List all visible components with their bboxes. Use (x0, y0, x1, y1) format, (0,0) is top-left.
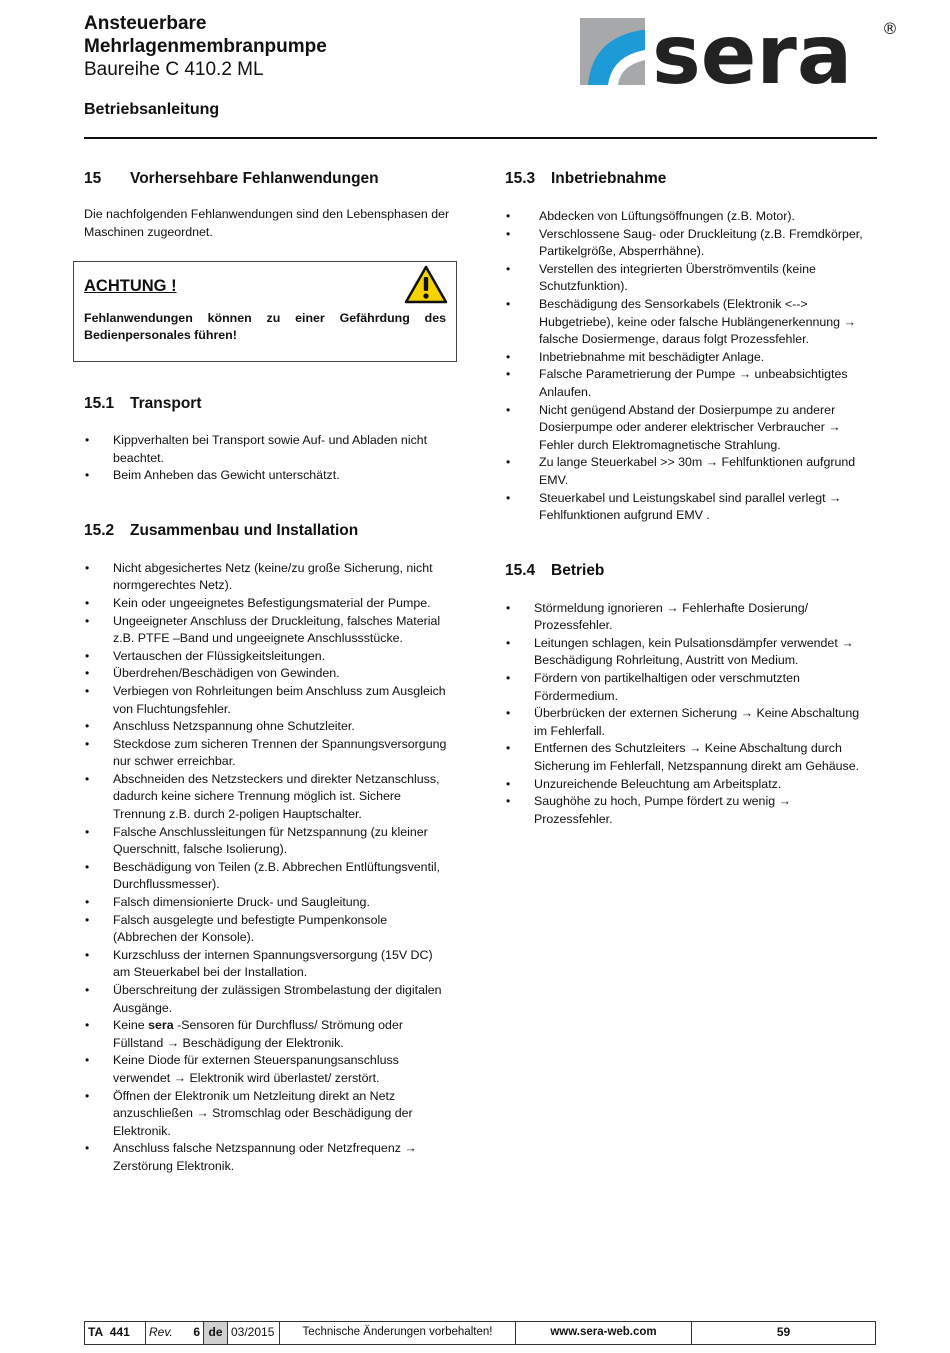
page-footer (84, 1321, 876, 1345)
list-item: • Verstellen des integrierten Überströmventils (keine Schutzfunktion). (505, 261, 870, 296)
document-type: Betriebsanleitung (84, 101, 220, 118)
list-item: • Keine Diode für externen Steuerspanungsanschluss verwendet → Elektronik wird überlastet/ zerstört. (84, 1052, 450, 1087)
list-item: • Nicht abgesichertes Netz (keine/zu große Sicherung, nicht normgerechtes Netz). (84, 560, 450, 595)
section-number: 15.1 (84, 394, 115, 412)
list-item: • Zu lange Steuerkabel >> 30m → Fehlfunktionen aufgrund EMV. (505, 454, 870, 489)
section-title: Vorhersehbare Fehlanwendungen (130, 170, 379, 187)
footer-note: Technische Änderungen vorbehalten! (280, 1322, 516, 1344)
transport-list (84, 432, 450, 485)
section-15-intro: Die nachfolgenden Fehlanwendungen sind den Lebensphasen der Maschinen zugeordnet. (84, 207, 450, 239)
section-title: Betrieb (551, 561, 605, 579)
list-item: • Falsche Anschlussleitungen für Netzspannung (zu kleiner Querschnitt, falsche Isolierung). (84, 824, 450, 859)
warning-text: Fehlanwendungen können zu einer Gefährdung des Bedienpersonales führen! (84, 310, 446, 343)
list-item: • Öffnen der Elektronik um Netzleitung direkt an Netz anzuschließen → Stromschlag oder Beschädigung der Elektronik. (84, 1088, 450, 1141)
series-subtitle: Baureihe C 410.2 ML (84, 59, 264, 80)
right-column (505, 168, 870, 828)
list-item: • Beschädigung von Teilen (z.B. Abbrechen Entlüftungsventil, Durchflussmesser). (84, 859, 450, 894)
page-number: 59 (776, 1325, 791, 1339)
list-item: • Entfernen des Schutzleiters → Keine Abschaltung durch Sicherung im Fehlerfall, Netzspannung direkt am Gehäuse. (505, 740, 870, 775)
section-15-heading (84, 168, 450, 190)
ta-label: TA (88, 1325, 104, 1339)
section-number: 15 (84, 170, 102, 187)
list-item: • Beschädigung des Sensorkabels (Elektronik <--> Hubgetriebe), keine oder falsche Hublängenerkennung → falsche Dosiermenge, daraus folgt Prozessfehler. (505, 296, 870, 349)
list-item: • Kippverhalten bei Transport sowie Auf- und Abladen nicht beachtet. (84, 432, 450, 467)
list-item: • Überschreitung der zulässigen Strombelastung der digitalen Ausgänge. (84, 982, 450, 1017)
list-item: • Leitungen schlagen, kein Pulsationsdämpfer verwendet → Beschädigung Rohrleitung, Austritt von Medium. (505, 635, 870, 670)
section-title: Zusammenbau und Installation (130, 521, 359, 539)
brand-name: sera (148, 1018, 174, 1033)
logo-wordmark: sera (652, 16, 853, 88)
section-15-3-heading (505, 168, 870, 190)
section-title: Inbetriebnahme (551, 170, 667, 187)
list-item: • Verbiegen von Rohrleitungen beim Anschluss zum Ausgleich von Fluchtungsfehler. (84, 683, 450, 718)
document-title (84, 12, 327, 81)
list-item: • Fördern von partikelhaltigen oder verschmutzten Fördermedium. (505, 670, 870, 705)
footer-website: www.sera-web.com (516, 1322, 692, 1344)
footer-ta (85, 1322, 146, 1344)
section-number: 15.3 (505, 170, 536, 187)
list-item: • Überbrücken der externen Sicherung → Keine Abschaltung im Fehlerfall. (505, 705, 870, 740)
footer-date: 03/2015 (228, 1322, 280, 1344)
list-item: • Ungeeigneter Anschluss der Druckleitung, falsches Material z.B. PTFE –Band und ungeeignete Anschlussstücke. (84, 613, 450, 648)
operation-list (505, 600, 870, 829)
list-item: • Verschlossene Saug- oder Druckleitung (z.B. Fremdkörper, Partikelgröße, Absperrhähne). (505, 226, 870, 261)
list-item: • Steckdose zum sicheren Trennen der Spannungsversorgung nur schwer erreichbar. (84, 736, 450, 771)
registered-mark: ® (882, 19, 898, 38)
installation-list (84, 560, 450, 1176)
list-item: • Unzureichende Beleuchtung am Arbeitsplatz. (505, 776, 870, 794)
commissioning-list (505, 208, 870, 525)
warning-triangle-icon (404, 265, 448, 305)
section-15-1-heading (84, 393, 450, 415)
footer-revision (146, 1322, 204, 1344)
list-item: • Abschneiden des Netzsteckers und direkter Netzanschluss, dadurch keine sichere Trennung möglich ist. Sichere Trennung z.B. durch 2-poligen Hauptschalter. (84, 771, 450, 824)
list-item: • Abdecken von Lüftungsöffnungen (z.B. Motor). (505, 208, 870, 226)
list-item: • Falsch ausgelegte und befestigte Pumpenkonsole (Abbrechen der Konsole). (84, 912, 450, 947)
section-number: 15.2 (84, 521, 115, 539)
section-15-2-heading (84, 520, 450, 542)
rev-number: 6 (193, 1325, 200, 1339)
list-item: • Kein oder ungeeignetes Befestigungsmaterial der Pumpe. (84, 595, 450, 613)
list-item: • Falsch dimensionierte Druck- und Saugleitung. (84, 894, 450, 912)
warning-box (73, 261, 457, 362)
footer-language: de (204, 1322, 228, 1344)
list-item: • Keine sera -Sensoren für Durchfluss/ Strömung oder Füllstand → Beschädigung der Elektronik. (84, 1017, 450, 1052)
section-15-4-heading (505, 560, 870, 582)
list-item: • Überdrehen/Beschädigen von Gewinden. (84, 665, 450, 683)
left-column (84, 168, 450, 1176)
title-line-2: Mehrlagenmembranpumpe (84, 36, 327, 57)
list-item: • Vertauschen der Flüssigkeitsleitungen. (84, 648, 450, 666)
title-line-1: Ansteuerbare (84, 13, 207, 34)
warning-title: ACHTUNG ! (84, 277, 177, 296)
list-item: • Kurzschluss der internen Spannungsversorgung (15V DC) am Steuerkabel bei der Installation. (84, 947, 450, 982)
list-item: • Falsche Parametrierung der Pumpe → unbeabsichtigtes Anlaufen. (505, 366, 870, 401)
list-item: • Steuerkabel und Leistungskabel sind parallel verlegt → Fehlfunktionen aufgrund EMV . (505, 490, 870, 525)
ta-number: 441 (109, 1325, 130, 1339)
list-item: • Anschluss falsche Netzspannung oder Netzfrequenz → Zerstörung Elektronik. (84, 1140, 450, 1175)
rev-label: Rev. (149, 1325, 173, 1339)
sera-logo (580, 16, 900, 88)
list-item: • Saughöhe zu hoch, Pumpe fördert zu wenig → Prozessfehler. (505, 793, 870, 828)
list-item: • Nicht genügend Abstand der Dosierpumpe zu anderer Dosierpumpe oder anderer elektrischer Verbraucher → Fehler durch Elektromagnetische Strahlung. (505, 402, 870, 455)
section-title: Transport (130, 394, 202, 412)
list-item: • Inbetriebnahme mit beschädigter Anlage. (505, 349, 870, 367)
section-number: 15.4 (505, 561, 536, 579)
list-item: • Störmeldung ignorieren → Fehlerhafte Dosierung/ Prozessfehler. (505, 600, 870, 635)
header-divider (84, 137, 877, 139)
list-item: • Anschluss Netzspannung ohne Schutzleiter. (84, 718, 450, 736)
list-item: • Beim Anheben das Gewicht unterschätzt. (84, 467, 450, 485)
